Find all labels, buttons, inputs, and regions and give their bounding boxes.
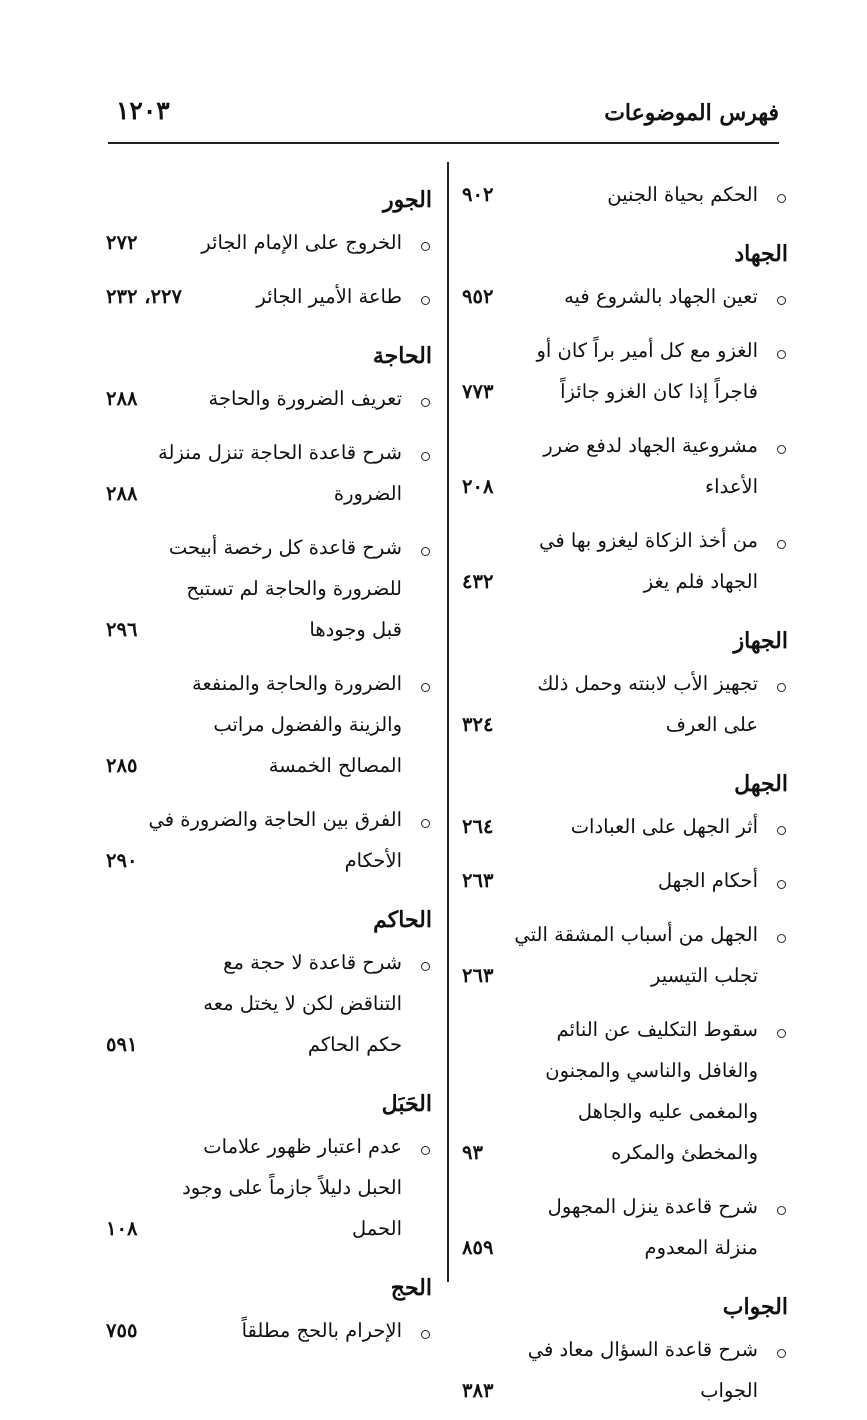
bullet-icon xyxy=(777,826,786,835)
index-entry xyxy=(104,387,432,428)
index-entry xyxy=(460,1018,788,1182)
bullet-icon xyxy=(421,1330,430,1339)
entry-text-line: على العرف xyxy=(665,713,758,736)
entry-text-line: الفرق بين الحاجة والضرورة في xyxy=(148,808,402,831)
entry-text-line: الضرورة xyxy=(333,482,402,505)
bullet-icon xyxy=(421,296,430,305)
index-entry xyxy=(104,1135,432,1258)
column-divider xyxy=(447,162,449,1282)
entry-text-line: عدم اعتبار ظهور علامات xyxy=(203,1135,402,1158)
page-reference: ٢٨٨ xyxy=(106,387,138,410)
bullet-icon xyxy=(777,350,786,359)
section-heading: الحَبَل xyxy=(381,1091,432,1117)
bullet-icon xyxy=(777,194,786,203)
bullet-icon xyxy=(777,934,786,943)
page-reference: ٢٩٠ xyxy=(106,849,138,872)
page-reference: ٨٥٩ xyxy=(462,1236,494,1259)
bullet-icon xyxy=(421,452,430,461)
page-reference: ٩٠٢ xyxy=(462,183,494,206)
bullet-icon xyxy=(777,1349,786,1358)
page-reference: ٤٣٢ xyxy=(462,570,494,593)
page-header xyxy=(108,96,779,144)
index-entry xyxy=(460,339,788,421)
bullet-icon xyxy=(777,445,786,454)
entry-text-line: الجهاد فلم يغز xyxy=(643,570,758,593)
section-heading: الجهل xyxy=(734,771,788,797)
entry-text-line: الجهل من أسباب المشقة التي xyxy=(514,923,758,946)
bullet-icon xyxy=(777,1206,786,1215)
page-reference: ٩٥٢ xyxy=(462,285,494,308)
index-entry xyxy=(104,231,432,272)
bullet-icon xyxy=(421,547,430,556)
entry-text-line: الإحرام بالحج مطلقاً xyxy=(241,1319,402,1342)
page-reference: ٢٦٣ xyxy=(462,869,494,892)
page-number: ١٢٠٣ xyxy=(116,96,170,125)
section-heading: الحج xyxy=(390,1275,432,1301)
index-entry xyxy=(104,808,432,890)
bullet-icon xyxy=(777,880,786,889)
entry-text-line: شرح قاعدة لا حجة مع xyxy=(223,951,402,974)
page-reference: ٧٥٥ xyxy=(106,1319,138,1342)
index-entry xyxy=(104,951,432,1074)
page-reference: ٣٨٣ xyxy=(462,1379,494,1402)
entry-text-line: للضرورة والحاجة لم تستبح xyxy=(186,577,402,600)
section-heading: الحاجة xyxy=(372,343,432,369)
bullet-icon xyxy=(421,398,430,407)
bullet-icon xyxy=(421,242,430,251)
section-heading: الجواب xyxy=(722,1294,788,1320)
entry-text-line: التناقض لكن لا يختل معه xyxy=(203,992,402,1015)
entry-text-line: الحبل دليلاً جازماً على وجود xyxy=(182,1176,402,1199)
bullet-icon xyxy=(421,683,430,692)
entry-text-line: والمخطئ والمكره xyxy=(611,1141,758,1164)
page-reference: ٢٢٧، ٢٣٢ xyxy=(106,285,182,308)
entry-text-line: تجهيز الأب لابنته وحمل ذلك xyxy=(537,672,758,695)
entry-text-line: فاجراً إذا كان الغزو جائزاً xyxy=(560,380,758,403)
index-entry xyxy=(104,441,432,523)
entry-text-line: والغافل والناسي والمجنون xyxy=(545,1059,758,1082)
index-entry xyxy=(104,285,432,326)
page-reference: ٢٦٣ xyxy=(462,964,494,987)
index-entry xyxy=(460,285,788,326)
page-reference: ١٠٨ xyxy=(106,1217,138,1240)
bullet-icon xyxy=(421,1146,430,1155)
entry-text-line: الأعداء xyxy=(705,475,758,498)
entry-text-line: تعين الجهاد بالشروع فيه xyxy=(564,285,758,308)
entry-text-line: حكم الحاكم xyxy=(307,1033,402,1056)
entry-text-line: الخروج على الإمام الجائر xyxy=(201,231,402,254)
page-reference: ٩٣ xyxy=(462,1141,483,1164)
page-reference: ٢٦٤ xyxy=(462,815,494,838)
page-reference: ٣٢٤ xyxy=(462,713,494,736)
index-entry xyxy=(460,923,788,1005)
entry-text-line: تجلب التيسير xyxy=(651,964,758,987)
entry-text-line: سقوط التكليف عن النائم xyxy=(556,1018,758,1041)
index-entry xyxy=(460,1195,788,1277)
entry-text-line: شرح قاعدة السؤال معاد في xyxy=(527,1338,758,1361)
page-reference: ٢٩٦ xyxy=(106,618,138,641)
bullet-icon xyxy=(777,540,786,549)
entry-text-line: الجواب xyxy=(700,1379,758,1402)
entry-text-line: من أخذ الزكاة ليغزو بها في xyxy=(539,529,758,552)
page-title: فهرس الموضوعات xyxy=(604,100,779,126)
entry-text-line: المصالح الخمسة xyxy=(268,754,402,777)
entry-text-line: شرح قاعدة الحاجة تنزل منزلة xyxy=(158,441,402,464)
entry-text-line: الحمل xyxy=(352,1217,402,1240)
entry-text-line: منزلة المعدوم xyxy=(644,1236,758,1259)
entry-text-line: والزينة والفضول مراتب xyxy=(213,713,402,736)
page-reference: ٢٧٢ xyxy=(106,231,138,254)
index-entry xyxy=(460,815,788,856)
bullet-icon xyxy=(777,683,786,692)
entry-text-line: شرح قاعدة كل رخصة أبيحت xyxy=(168,536,402,559)
entry-text-line: أثر الجهل على العبادات xyxy=(570,815,758,838)
section-heading: الحاكم xyxy=(373,907,432,933)
entry-text-line: أحكام الجهل xyxy=(657,869,758,892)
entry-text-line: قبل وجودها xyxy=(309,618,402,641)
index-entry xyxy=(460,1338,788,1420)
section-heading: الجهاد xyxy=(734,241,788,267)
index-entry xyxy=(460,672,788,754)
bullet-icon xyxy=(421,962,430,971)
page-reference: ٥٩١ xyxy=(106,1033,138,1056)
entry-text-line: مشروعية الجهاد لدفع ضرر xyxy=(543,434,758,457)
entry-text-line: الغزو مع كل أمير براً كان أو xyxy=(536,339,758,362)
entry-text-line: الضرورة والحاجة والمنفعة xyxy=(192,672,402,695)
bullet-icon xyxy=(421,819,430,828)
page-reference: ٢٠٨ xyxy=(462,475,494,498)
index-entry xyxy=(104,536,432,659)
entry-text-line: شرح قاعدة ينزل المجهول xyxy=(547,1195,758,1218)
section-heading: الجهاز xyxy=(733,628,788,654)
entry-text-line: والمغمى عليه والجاهل xyxy=(577,1100,758,1123)
entry-text-line: الأحكام xyxy=(344,849,402,872)
index-entry xyxy=(460,434,788,516)
section-heading: الجور xyxy=(382,187,432,213)
index-entry xyxy=(460,869,788,910)
entry-text-line: تعريف الضرورة والحاجة xyxy=(208,387,402,410)
index-entry xyxy=(460,529,788,611)
page-reference: ٢٨٥ xyxy=(106,754,138,777)
bullet-icon xyxy=(777,1029,786,1038)
page-reference: ٢٨٨ xyxy=(106,482,138,505)
bullet-icon xyxy=(777,296,786,305)
index-entry xyxy=(460,183,788,224)
index-entry xyxy=(104,1319,432,1360)
entry-text-line: الحكم بحياة الجنين xyxy=(607,183,758,206)
page-reference: ٧٧٣ xyxy=(462,380,494,403)
index-entry xyxy=(104,672,432,795)
entry-text-line: طاعة الأمير الجائر xyxy=(256,285,402,308)
